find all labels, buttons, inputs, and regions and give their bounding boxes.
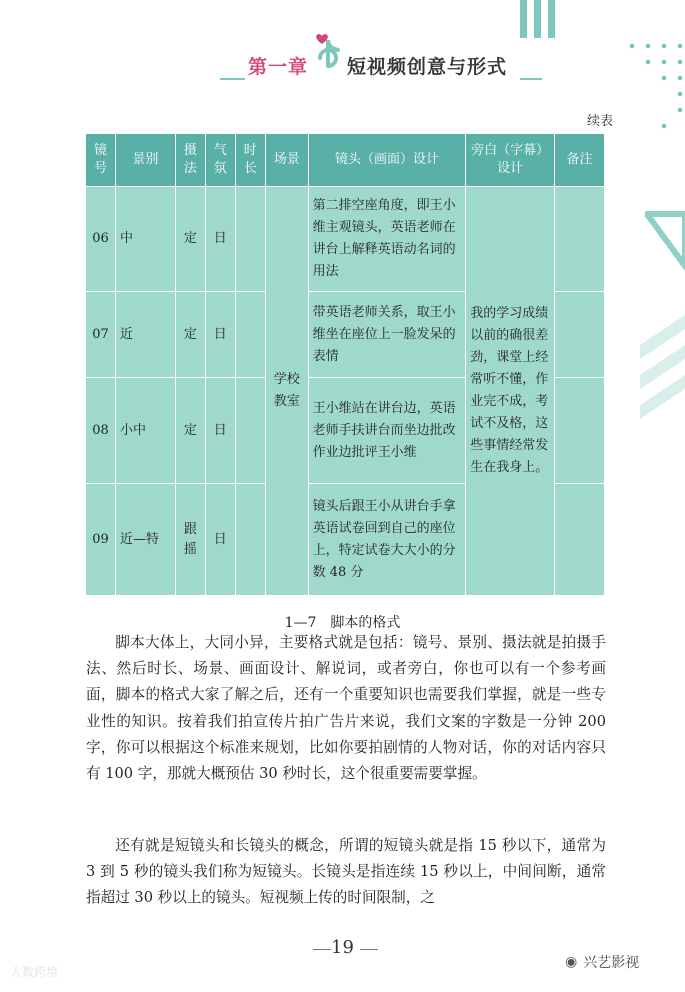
shot-duration [235,187,265,292]
shot-duration [235,292,265,378]
chapter-title: 短视频创意与形式 [347,56,508,78]
heart-logo-icon [312,28,346,78]
shot-method: 定 [175,378,205,484]
shot-method: 定 [175,292,205,378]
shot-number: 09 [86,484,116,596]
chapter-label: 第一章 [248,56,309,78]
header-cell: 镜头（画面）设计 [308,134,466,187]
shot-size: 中 [115,187,175,292]
shot-mood: 日 [205,378,235,484]
header-cell: 时长 [235,134,265,187]
shot-design: 第二排空座角度，即王小维主观镜头，英语老师在讲台上解释英语动名词的用法 [308,187,466,292]
figure-caption: 1—7 脚本的格式 [284,615,401,631]
triangle-decoration [645,210,685,270]
shot-mood: 日 [205,187,235,292]
watermark-right [565,952,639,972]
narration-cell: 我的学习成绩以前的确很差劲，课堂上经常听不懂，作业完不成，考试不及格，这些事情经常发生在我身上。 [466,187,555,596]
continued-label: 续表 [586,114,613,129]
shot-mood: 日 [205,292,235,378]
stripe-decoration [640,315,685,425]
header-cell: 镜号 [86,134,116,187]
header-cell: 场景 [265,134,308,187]
remark-cell [555,187,605,292]
body-paragraph: 脚本大体上，大同小异，主要格式就是包括：镜号、景别、摄法就是拍摄手法、然后时长、场景、画面设计、解说词，或者旁白，你也可以有一个参考画面，脚本的格式大家了解之后，还有一个重要知识也需要我们掌握，就是一些专业性的知识。按着我们拍宣传片拍广告片来说，我们文案的字数是一分钟 200 字，你可以根据这个标准来规划，比如你要拍剧情的人物对话，你的对话内容只有 100 字，那就大概预估 30 秒时长，这个很重要需要掌握。 [86,634,606,783]
shot-method: 定 [175,187,205,292]
table-row [86,187,605,292]
scene-cell: 学校教室 [265,187,308,596]
header-cell: 气氛 [205,134,235,187]
header-cell: 摄法 [175,134,205,187]
remark-cell [555,292,605,378]
storyboard-table [85,133,605,596]
shot-number: 07 [86,292,116,378]
shot-size: 小中 [115,378,175,484]
shot-number: 06 [86,187,116,292]
shot-design: 王小维站在讲台边，英语老师手扶讲台而坐边批改作业边批评王小维 [308,378,466,484]
header-cell: 景别 [115,134,175,187]
header-line-left [220,78,245,80]
watermark-right-text: 兴艺影视 [583,955,640,971]
shot-design: 带英语老师关系，取王小维坐在座位上一脸发呆的表情 [308,292,466,378]
shot-mood: 日 [205,484,235,596]
shot-duration [235,378,265,484]
watermark-left [10,963,58,980]
shot-duration [235,484,265,596]
wechat-icon: ◉ [565,954,578,970]
remark-cell [555,484,605,596]
page-number: 19 [331,937,354,958]
body-paragraph: 还有就是短镜头和长镜头的概念，所谓的短镜头就是指 15 秒以下，通常为 3 到 5 秒的镜头我们称为短镜头。长镜头是指连续 15 秒以上，中间间断，通常指超过 30 秒以上的镜头。短视频上传的时间限制，之 [86,837,606,907]
header-cell: 备注 [555,134,605,187]
shot-design: 镜头后跟王小从讲台手拿英语试卷回到自己的座位上，特定试卷大大小的分数 48 分 [308,484,466,596]
remark-cell [555,378,605,484]
watermark-left-text: 大数跨境 [10,965,59,979]
shot-number: 08 [86,378,116,484]
table-header-row [86,134,605,187]
shot-size: 近 [115,292,175,378]
header-line-right [520,78,542,80]
shot-size: 近—特 [115,484,175,596]
header-cell: 旁白（字幕）设计 [466,134,555,187]
shot-method: 跟摇 [175,484,205,596]
